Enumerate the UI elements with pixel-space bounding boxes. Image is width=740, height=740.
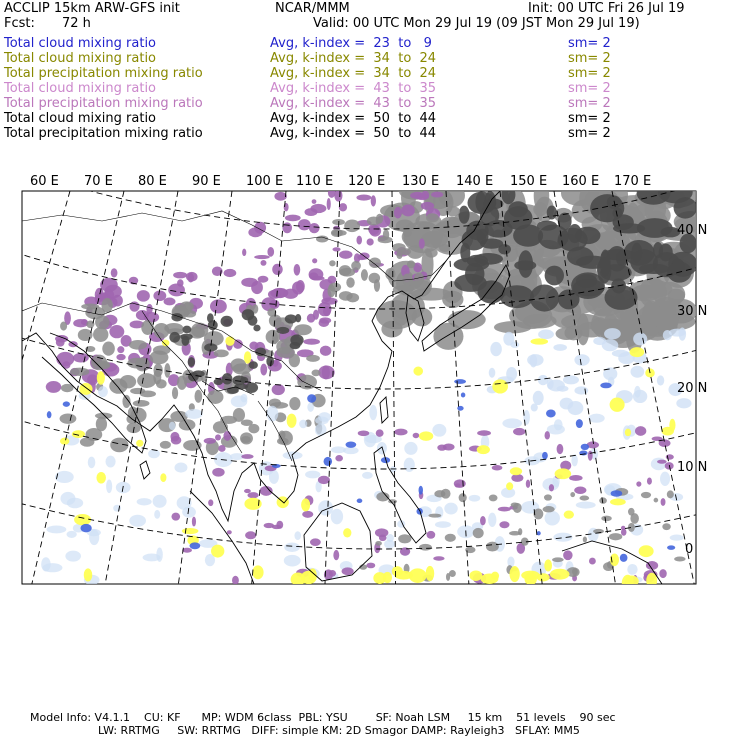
lon-label: 80 E [138,174,167,189]
legend-stat: Avg, k-index = 34 to 24 [270,66,437,81]
model-info-line1: Model Info: V4.1.1 CU: KF MP: WDM 6class PBL: YSU SF: Noah LSM 15 km 51 levels 90 sec [30,711,616,724]
legend-sm: sm= 2 [568,66,611,81]
legend-stat: Avg, k-index = 23 to 9 [270,36,432,51]
legend-stat: Avg, k-index = 50 to 44 [270,111,437,126]
legend-label: Total cloud mixing ratio [4,51,157,66]
lat-label: 30 N [677,304,708,319]
legend-stat: Avg, k-index = 43 to 35 [270,96,437,111]
legend-sm: sm= 2 [568,111,611,126]
organization: NCAR/MMM [275,1,350,16]
legend-stat: Avg, k-index = 34 to 24 [270,51,437,66]
lon-label: 100 E [246,174,284,189]
model-title: ACCLIP 15km ARW-GFS init [4,1,180,16]
lon-label: 140 E [456,174,494,189]
legend-sm: sm= 2 [568,96,611,111]
lon-label: 160 E [562,174,600,189]
lon-label: 170 E [614,174,652,189]
lat-label: 40 N [677,223,708,238]
lon-label: 110 E [296,174,334,189]
legend-label: Total precipitation mixing ratio [4,66,203,81]
legend-sm: sm= 2 [568,81,611,96]
meridian [0,191,16,609]
legend-sm: sm= 2 [568,36,611,51]
lon-label: 70 E [84,174,113,189]
legend-label: Total precipitation mixing ratio [4,96,203,111]
lon-label: 130 E [402,174,440,189]
init-time: Init: 00 UTC Fri 26 Jul 19 [528,1,685,16]
lat-label: 10 N [677,460,708,475]
legend-label: Total precipitation mixing ratio [4,126,203,141]
lat-label: 20 N [677,381,708,396]
legend-label: Total cloud mixing ratio [4,81,157,96]
legend-sm: sm= 2 [568,126,611,141]
legend-stat: Avg, k-index = 43 to 35 [270,81,437,96]
legend-stat: Avg, k-index = 50 to 44 [270,126,437,141]
weather-map [22,174,708,584]
valid-time: Valid: 00 UTC Mon 29 Jul 19 (09 JST Mon 29 Jul 19) [313,16,640,31]
forecast-label: Fcst: [4,16,35,31]
model-info-line2: LW: RRTMG SW: RRTMG DIFF: simple KM: 2D Smagor DAMP: Rayleigh3 SFLAY: MM5 [98,724,580,737]
lon-label: 60 E [30,174,59,189]
longitude-labels [30,174,651,189]
lon-label: 90 E [192,174,221,189]
lat-label: 0 [685,542,694,557]
lon-label: 150 E [510,174,548,189]
forecast-hours: 72 h [62,16,91,31]
legend-label: Total cloud mixing ratio [4,36,157,51]
legend-label: Total cloud mixing ratio [4,111,157,126]
legend-sm: sm= 2 [568,51,611,66]
lon-label: 120 E [348,174,386,189]
